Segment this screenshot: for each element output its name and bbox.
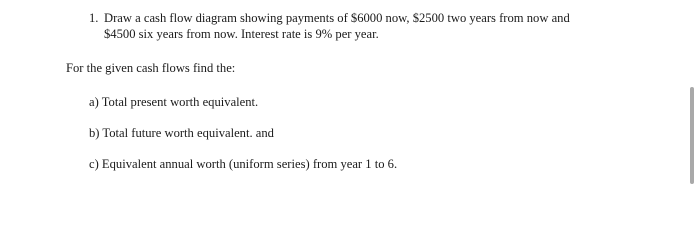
question-text-line-1: Draw a cash flow diagram showing payments of $6000 now, $2500 two years from now and: [104, 11, 570, 25]
question-line-1: [89, 10, 649, 26]
instructions-text: For the given cash flows find the:: [66, 61, 236, 75]
subquestion-a: a) Total present worth equivalent.: [89, 95, 259, 109]
question-text-line-2: $4500 six years from now. Interest rate is 9% per year.: [104, 27, 379, 41]
vertical-scrollbar[interactable]: [690, 87, 694, 184]
question-1: [89, 10, 649, 42]
question-number: 1.: [89, 11, 99, 25]
subquestion-c: c) Equivalent annual worth (uniform series) from year 1 to 6.: [89, 157, 398, 171]
subquestion-b: b) Total future worth equivalent. and: [89, 126, 274, 140]
